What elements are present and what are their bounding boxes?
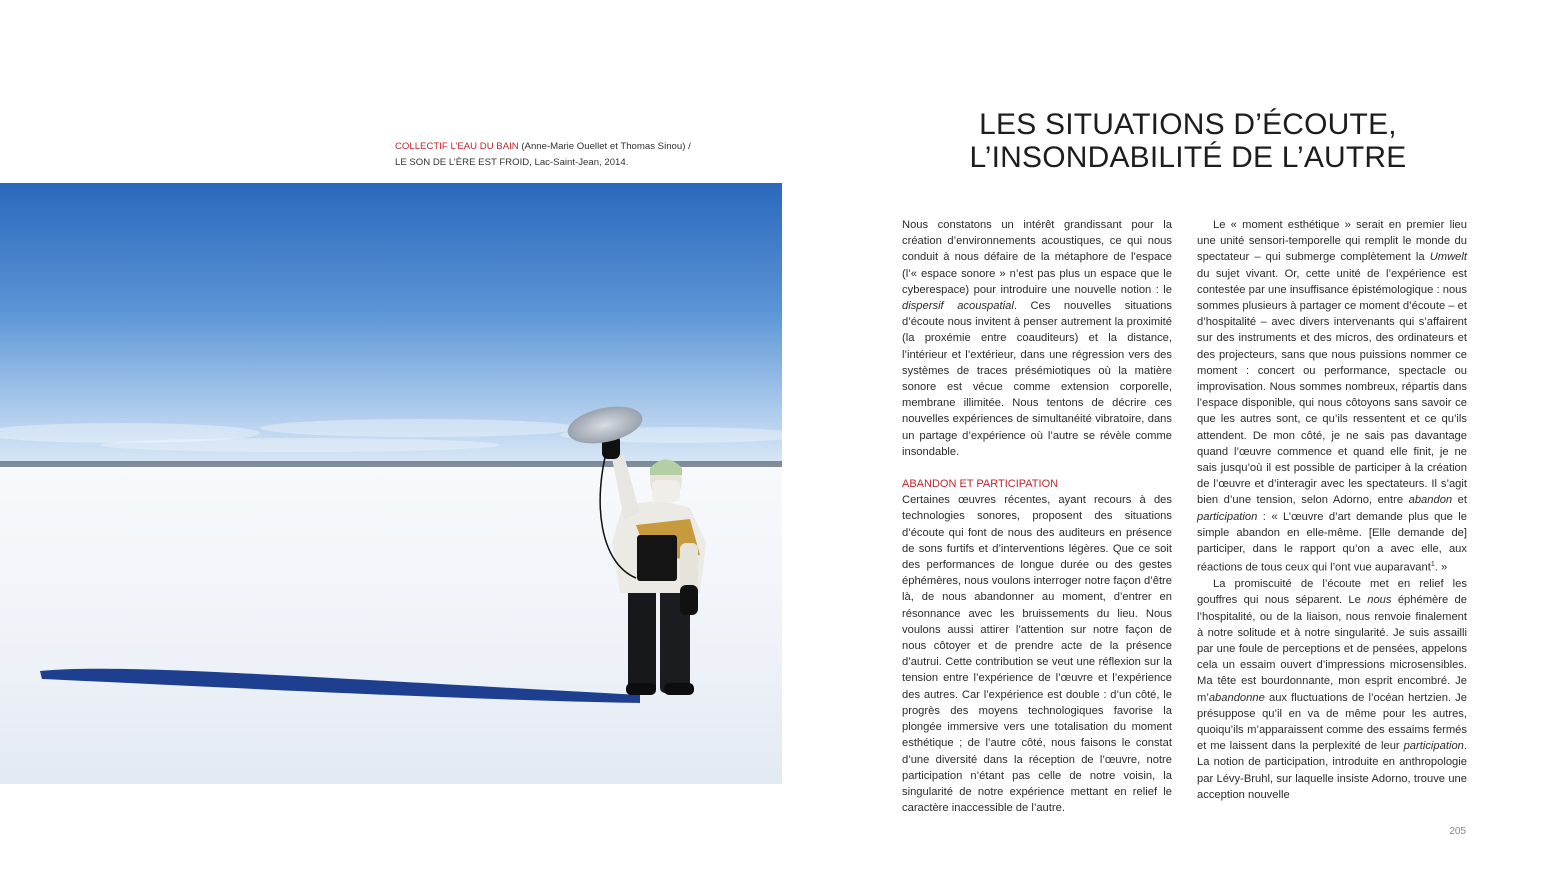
- caption-work: LE SON DE L’ÈRE EST FROID: [395, 157, 530, 168]
- emphasis: abandonne: [1208, 691, 1265, 704]
- photo-winter-recording-icon: [0, 183, 782, 784]
- text-run: : « L’œuvre d’art demande plus que le simple abandon en elle-même. [Elle demande de] participer, dans le rapport qu’on a avec elle, aux réactions de tous ceux qui l’ont vue auparavant: [1197, 510, 1467, 574]
- article-title-line-1: LES SITUATIONS D’ÉCOUTE,: [979, 108, 1397, 141]
- text-run: et: [1452, 494, 1467, 507]
- text-run: éphémère de l’hospitalité, ou de la liaison, nous renvoie finalement à notre solitude et à notre singularité. Je suis assailli par une foule de perceptions et de pensées, appelons cela un essaim ouvert d’impressions microsensibles. Ma tête est bourdonnante, mon esprit encombré. Je m’: [1197, 594, 1467, 704]
- photo-caption: [395, 139, 695, 171]
- caption-artist: COLLECTIF L’EAU DU BAIN: [395, 141, 519, 152]
- body-column-left: [902, 217, 1172, 816]
- paragraph: Certaines œuvres récentes, ayant recours à des technologies sonores, proposent des situations d’écoute qui font de nous des auditeurs en présence de sons furtifs et d’interventions légères. Que ce soit des performances de longue durée ou des gestes éphémères, nous voulons interroger notre façon d’être là, de nous abandonner au moment, d’entrer en résonnance avec les bruissements du lieu. Nous voulons aussi attirer l’attention sur notre façon de nous côtoyer et de prendre acte de la présence d’autrui. Cette contribution se veut une réflexion sur la tension entre l’expérience de l’œuvre et l’expérience des autres. Car l’expérience est double : d’un côté, le progrès des moyens technologiques favorise la plongée immersive vers une totalisation du moment esthétique ; de l’autre côté, nous faisons le constat d’une diversité dans la réception de l’œuvre, notre participation n’étant pas celle de notre voisin, la singularité de notre expérience mettant en relief le caractère inaccessible de l’autre.: [902, 494, 1172, 815]
- paragraph: [1197, 217, 1467, 576]
- footnote-ref[interactable]: 1: [1430, 561, 1435, 569]
- emphasis: participation: [1403, 740, 1464, 753]
- text-run: Nous constatons un intérêt grandissant pour la création d’environnements acoustiques, ce qui nous conduit à nous défaire de la métaphore de l’espace (l’« espace sonore » n’est pas plus un espace que le cyberespace) pour introduire une nouvelle notion : le: [902, 219, 1172, 296]
- caption-work-detail: , Lac-Saint-Jean, 2014.: [529, 157, 629, 168]
- text-run: Le « moment esthétique » serait en premier lieu une unité sensori-temporelle qui remplit le monde du spectateur – qui submerge complètement la: [1197, 219, 1467, 264]
- emphasis: Umwelt: [1429, 251, 1467, 264]
- paragraph: [1197, 576, 1467, 803]
- text-run: aux fluctuations de l’océan hertzien. Je présuppose qu’il en va de même pour les autres, quoiqu’ils m’apparaissent comme des essaims fermés et me laissent dans la perplexité de leur: [1197, 691, 1467, 753]
- text-run: La promiscuité de l’écoute met en relief les gouffres qui nous séparent. Le: [1197, 578, 1467, 607]
- page-number: 205: [1449, 826, 1466, 837]
- text-run: . »: [1434, 562, 1448, 574]
- photo: [0, 183, 782, 784]
- body-column-right: [1197, 217, 1467, 803]
- emphasis: abandon: [1408, 494, 1453, 507]
- text-run: . La notion de participation, introduite en anthropologie par Lévy-Bruhl, sur laquelle insiste Adorno, trouve une acception nouvelle: [1197, 740, 1467, 801]
- article-title: [880, 108, 1496, 174]
- article-title-line-2: L’INSONDABILITÉ DE L’AUTRE: [969, 141, 1407, 174]
- text-run: . Ces nouvelles situations d’écoute nous invitent à penser autrement la proximité (la proxémie entre coauditeurs) et la distance, l’intérieur et l’extérieur, dans une régression vers des systèmes de traces présémiotiques où la matière sonore est vécue comme extension corporelle, membrane illimitée. Nous tentons de décrire ces nouvelles expériences de simultanéité vibratoire, dans un partage d’expérience où l’autre se révèle comme insondable.: [902, 300, 1172, 458]
- emphasis: nous: [1367, 594, 1392, 607]
- text-run: du sujet vivant. Or, cette unité de l’expérience est contestée par une insuffisance épistémologique : nous sommes plusieurs à partager ce moment d’écoute – et d’hospitalité – avec divers intervenants qui s’affairent sur des instruments et des micros, des ordinateurs et des projecteurs, sans que nous puissions nommer ce moment : concert ou performance, spectacle ou improvisation. Nous sommes nombreux, répartis dans l’espace disponible, qui nous côtoyons sans savoir ce que les autres sont, ce qu’ils ressentent et ce qu’ils attendent. De mon côté, je ne sais pas davantage quand l’œuvre commence et quand elle finit, je ne sais jusqu’où il est possible de participer à la création de l’œuvre et d’interagir avec les spectateurs. Il s’agit bien d’une tension, selon Adorno, entre: [1197, 267, 1467, 507]
- emphasis: participation: [1197, 510, 1258, 523]
- caption-artist-detail: (Anne-Marie Ouellet et Thomas Sinou) /: [518, 141, 691, 152]
- section-heading: ABANDON ET PARTICIPATION: [902, 478, 1059, 491]
- emphasis: dispersif acouspatial: [902, 300, 1014, 313]
- paragraph: [902, 217, 1172, 460]
